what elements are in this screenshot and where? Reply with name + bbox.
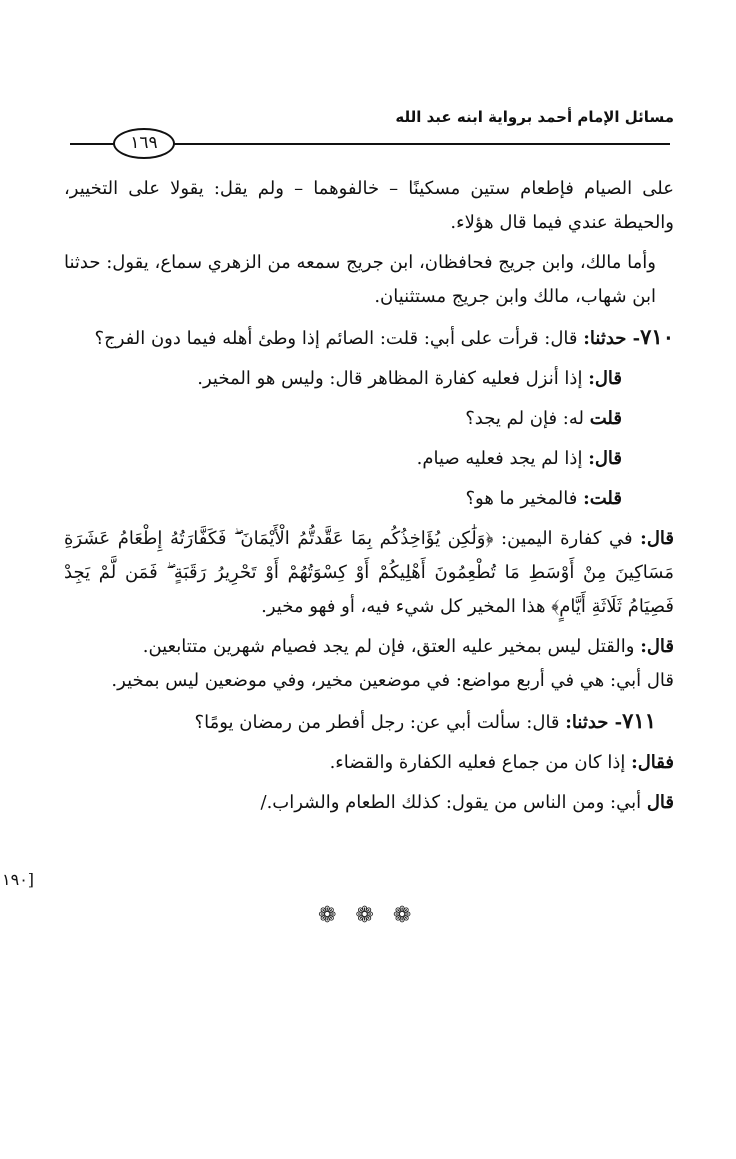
speaker-label: قال: <box>640 636 674 657</box>
paragraph-question-2 <box>64 482 674 516</box>
hadathana-label: - حدثنا: <box>583 328 641 349</box>
paragraph-father-note: قال أبي: هي في أربع مواضع: في موضعين مخير، وفي موضعين ليس بمخير. <box>111 670 674 691</box>
speaker-label: قال: <box>588 448 622 469</box>
speaker-label: قلت: <box>583 488 622 509</box>
manuscript-folio-marker: [١٩٠ <box>2 870 35 889</box>
paragraph-question-1 <box>64 402 674 436</box>
paragraph-text: قال: قرأت على أبي: قلت: الصائم إذا وطئ أهله فيما دون الفرج؟ <box>94 328 578 349</box>
paragraph-answer-5 <box>64 746 674 780</box>
paragraph-text: إذا كان من جماع فعليه الكفارة والقضاء. <box>329 752 626 773</box>
page-body <box>64 172 674 820</box>
speaker-label: قال: <box>640 528 674 549</box>
paragraph-answer-4 <box>64 630 674 664</box>
paragraph-text: إذا لم يجد فعليه صيام. <box>416 448 583 469</box>
paragraph-text: أبي: ومن الناس من يقول: كذلك الطعام والشراب./ <box>260 792 642 813</box>
speaker-label: فقال: <box>631 752 674 773</box>
paragraph-answer-2 <box>64 442 674 476</box>
running-header-title: مسائل الإمام أحمد برواية ابنه عبد الله <box>395 108 674 126</box>
paragraph-text: قال: سألت أبي عن: رجل أفطر من رمضان يومًا؟ <box>194 712 560 733</box>
speaker-label: قال: <box>588 368 622 389</box>
paragraph-text: والقتل ليس بمخير عليه العتق، فإن لم يجد فصيام شهرين متتابعين. <box>142 636 635 657</box>
hadith-number: ٧١١ <box>622 708 656 733</box>
paragraph-answer-1 <box>64 362 674 396</box>
hadith-number: ٧١٠ <box>640 324 674 349</box>
paragraph-answer-3 <box>64 522 674 624</box>
paragraph-text: في كفارة اليمين: <box>501 528 633 549</box>
speaker-label: قال <box>646 792 674 813</box>
paragraph-text: هذا المخير كل شيء فيه، أو فهو مخير. <box>261 596 546 617</box>
page-number: ١٦٩ <box>113 128 175 159</box>
paragraph-2: وأما مالك، وابن جريج فحافظان، ابن جريج سمعه من الزهري سماع، يقول: حدثنا ابن شهاب، مالك وابن جريج مستثنيان. <box>64 252 656 307</box>
paragraph-text: له: فإن لم يجد؟ <box>465 408 585 429</box>
paragraph-710 <box>64 320 674 356</box>
speaker-label: قلت <box>589 408 622 429</box>
hadathana-label: - حدثنا: <box>565 712 623 733</box>
quran-verse: ﴿وَلَٰكِن يُؤَاخِذُكُم بِمَا عَقَّدتُّمُ الْأَيْمَانَ ۖ فَكَفَّارَتُهُ إِطْعَامُ عَشَرَةِ مَسَاكِينَ مِنْ أَوْسَطِ مَا تُطْعِمُونَ أَهْلِيكُمْ أَوْ كِسْوَتُهُمْ أَوْ تَحْرِيرُ رَقَبَةٍ ۖ فَمَن لَّمْ يَجِدْ فَصِيَامُ ثَلَاثَةِ أَيَّامٍ﴾ <box>64 528 674 617</box>
paragraph-1: على الصيام فإطعام ستين مسكينًا – خالفوهما – ولم يقل: يقولا على التخيير، والحيطة عندي فيما قال هؤلاء. <box>64 178 674 233</box>
paragraph-711 <box>64 704 674 740</box>
paragraph-text: فالمخير ما هو؟ <box>465 488 578 509</box>
paragraph-text: إذا أنزل فعليه كفارة المظاهر قال: وليس هو المخير. <box>197 368 583 389</box>
section-ornament: ❁ ❁ ❁ <box>318 903 418 928</box>
paragraph-answer-6 <box>64 786 674 820</box>
